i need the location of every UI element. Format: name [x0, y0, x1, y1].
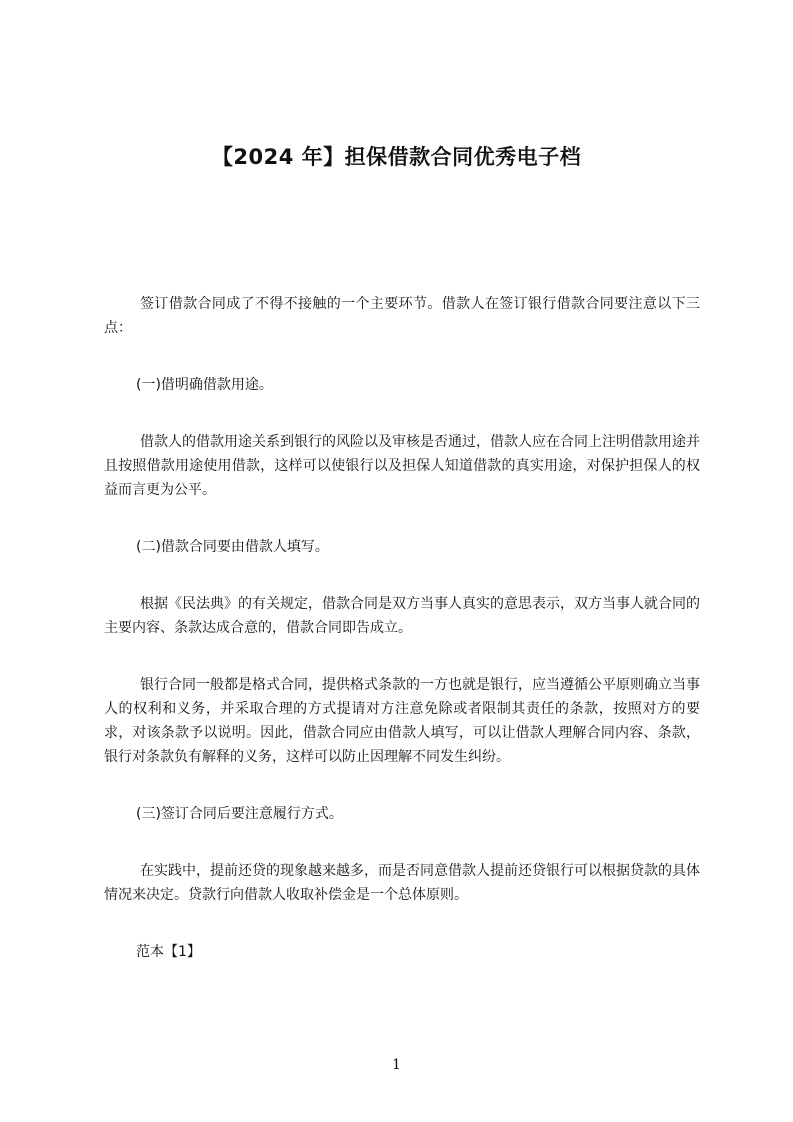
page-number: 1 — [392, 1057, 401, 1073]
section-2-paragraph-2: 银行合同一般都是格式合同，提供格式条款的一方也就是银行，应当遵循公平原则确立当事人的权利和义务，并采取合理的方式提请对方注意免除或者限制其责任的条款，按照对方的要求，对该条款予以说明。因此，借款合同应由借款人填写，可以让借款人理解合同内容、条款，银行对条款负有解释的义务，这样可以防止因理解不同发生纠纷。 — [104, 677, 700, 765]
section-1-paragraph: 借款人的借款用途关系到银行的风险以及审核是否通过，借款人应在合同上注明借款用途并且按照借款用途使用借款，这样可以使银行以及担保人知道借款的真实用途，对保护担保人的权益而言更为公平。 — [104, 434, 700, 498]
intro-paragraph: 签订借款合同成了不得不接触的一个主要环节。借款人在签订银行借款合同要注意以下三点： — [104, 296, 700, 336]
section-heading-3: (三)签订合同后要注意履行方式。 — [136, 806, 343, 822]
section-3-paragraph: 在实践中，提前还贷的现象越来越多，而是否同意借款人提前还贷银行可以根据贷款的具体情况来决定。贷款行向借款人收取补偿金是一个总体原则。 — [104, 863, 700, 903]
template-heading: 范本【1】 — [136, 944, 201, 960]
section-heading-2: (二)借款合同要由借款人填写。 — [136, 539, 329, 555]
document-body — [104, 292, 700, 997]
document-title: 【2024 年】担保借款合同优秀电子档 — [211, 145, 582, 169]
section-2-paragraph-1: 根据《民法典》的有关规定，借款合同是双方当事人真实的意思表示，双方当事人就合同的主要内容、条款达成合意的，借款合同即告成立。 — [104, 596, 700, 636]
section-heading-1: (一)借明确借款用途。 — [136, 377, 273, 393]
